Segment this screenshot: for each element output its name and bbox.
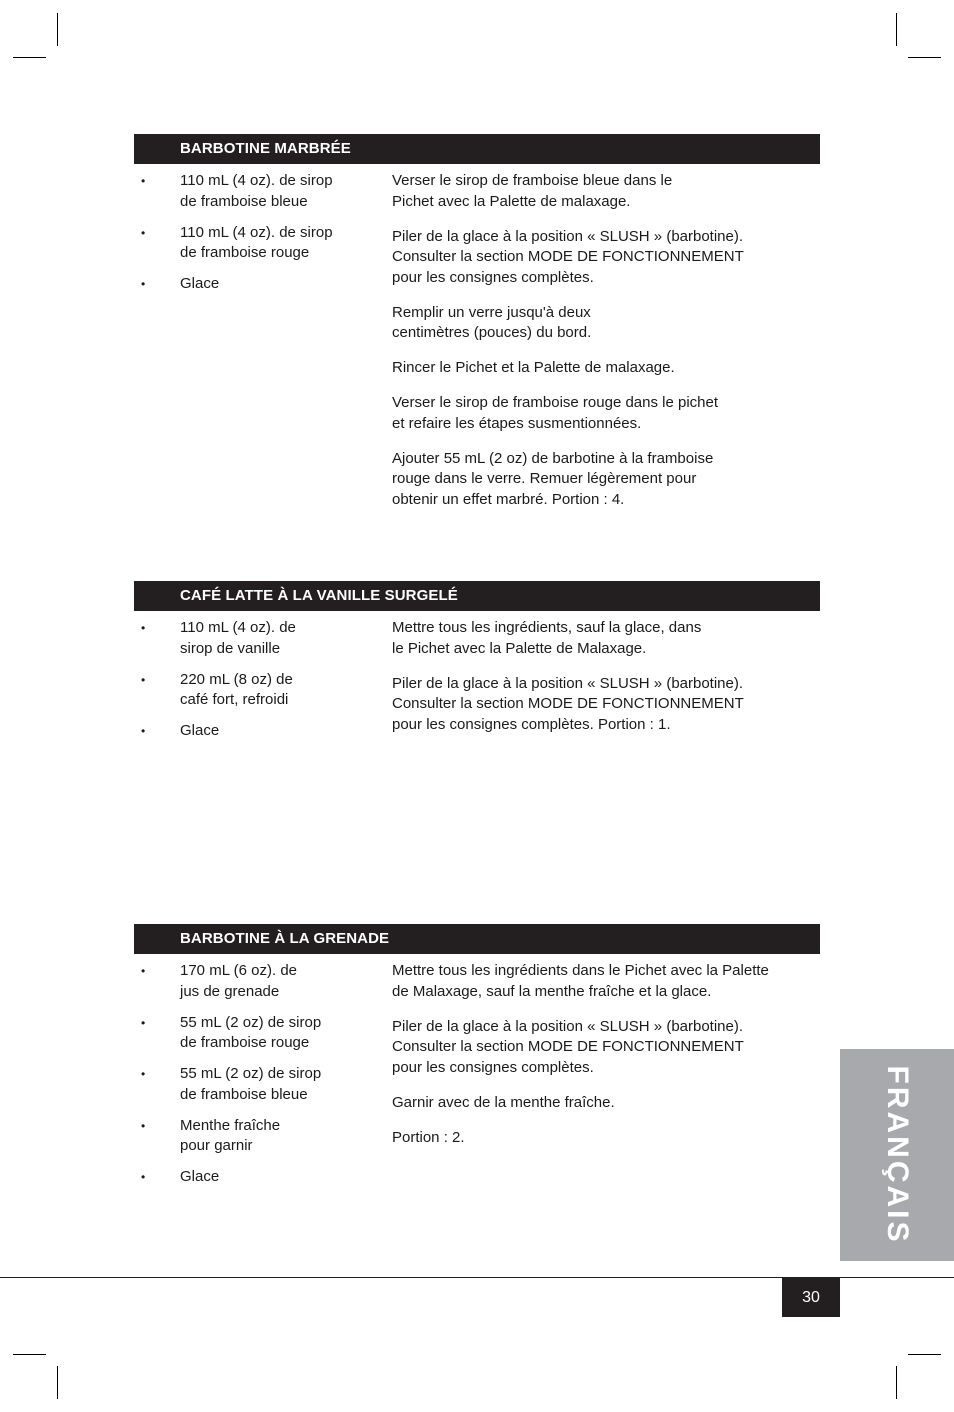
recipe-title: CAFÉ LATTE À LA VANILLE SURGELÉ <box>134 581 820 611</box>
instruction-step: Piler de la glace à la position « SLUSH » (barbotine). Consulter la section MODE DE FONCTIONNEMENT pour les consignes complètes. Portion : 1. <box>392 674 744 733</box>
crop-mark <box>896 13 897 46</box>
instruction-step: Ajouter 55 mL (2 oz) de barbotine à la framboise rouge dans le verre. Remuer légèrement pour obtenir un effet marbré. Portion : 4. <box>392 449 714 508</box>
instruction-step: Garnir avec de la menthe fraîche. <box>392 1093 615 1111</box>
page-number: 30 <box>782 1278 840 1317</box>
recipe-title: BARBOTINE MARBRÉE <box>134 134 820 164</box>
crop-mark <box>896 1366 897 1399</box>
crop-mark <box>13 57 46 58</box>
recipe-barbotine-marbree <box>134 134 820 508</box>
ingredient-item: • Menthe fraîche pour garnir <box>134 1116 384 1157</box>
instruction-list <box>392 618 802 750</box>
ingredient-item: • 170 mL (6 oz). de jus de grenade <box>134 961 384 1002</box>
ingredient-item: • 110 mL (4 oz). de sirop de vanille <box>134 618 384 659</box>
instruction-step: Piler de la glace à la position « SLUSH » (barbotine). Consulter la section MODE DE FONCTIONNEMENT pour les consignes complètes. <box>392 227 744 286</box>
instruction-step: Verser le sirop de framboise rouge dans le pichet et refaire les étapes susmentionnées. <box>392 394 719 432</box>
recipe-cafe-latte-vanille <box>134 581 820 739</box>
ingredient-item: • Glace <box>134 274 384 295</box>
ingredient-item: • 55 mL (2 oz) de sirop de framboise rouge <box>134 1013 384 1054</box>
crop-mark <box>57 13 58 46</box>
recipe-barbotine-grenade <box>134 924 820 1185</box>
instruction-step: Mettre tous les ingrédients dans le Pichet avec la Palette de Malaxage, sauf la menthe fraîche et la glace. <box>392 962 769 1000</box>
crop-mark <box>57 1366 58 1399</box>
instruction-list <box>392 171 802 525</box>
instruction-step: Portion : 2. <box>392 1128 465 1146</box>
language-tab-label: FRANÇAIS <box>881 1065 914 1245</box>
language-tab <box>840 1049 954 1261</box>
instruction-list <box>392 961 802 1163</box>
instruction-step: Remplir un verre jusqu'à deux centimètres (pouces) du bord. <box>392 303 592 341</box>
crop-mark <box>908 57 941 58</box>
ingredient-list <box>134 961 384 1198</box>
ingredient-list <box>134 171 384 305</box>
crop-mark <box>13 1354 46 1355</box>
crop-mark <box>908 1354 941 1355</box>
instruction-step: Mettre tous les ingrédients, sauf la glace, dans le Pichet avec la Palette de Malaxage. <box>392 619 702 657</box>
ingredient-item: • 55 mL (2 oz) de sirop de framboise bleue <box>134 1064 384 1105</box>
ingredient-item: • 220 mL (8 oz) de café fort, refroidi <box>134 670 384 711</box>
instruction-step: Verser le sirop de framboise bleue dans le Pichet avec la Palette de malaxage. <box>392 172 673 210</box>
ingredient-item: • 110 mL (4 oz). de sirop de framboise bleue <box>134 171 384 212</box>
ingredient-item: • Glace <box>134 1167 384 1188</box>
instruction-step: Piler de la glace à la position « SLUSH » (barbotine). Consulter la section MODE DE FONCTIONNEMENT pour les consignes complètes. <box>392 1017 744 1076</box>
instruction-step: Rincer le Pichet et la Palette de malaxage. <box>392 359 675 376</box>
recipe-title: BARBOTINE À LA GRENADE <box>134 924 820 954</box>
ingredient-item: • Glace <box>134 721 384 742</box>
ingredient-list <box>134 618 384 752</box>
ingredient-item: • 110 mL (4 oz). de sirop de framboise rouge <box>134 223 384 264</box>
